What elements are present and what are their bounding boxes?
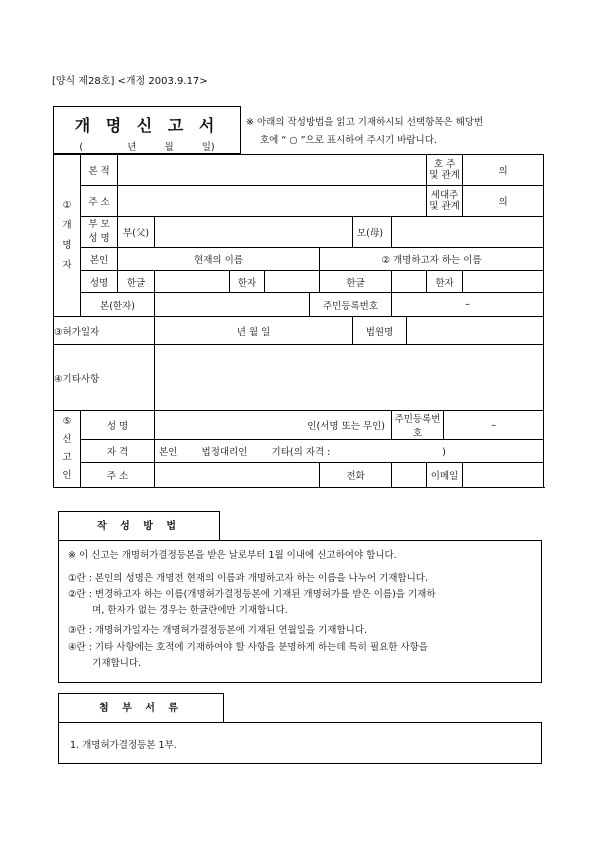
form-number: [양식 제28호] <개정 2003.9.17> xyxy=(52,76,208,87)
reporter-jumin-label: 주민등록번호 xyxy=(392,411,444,440)
court-field[interactable] xyxy=(407,317,544,345)
instructions-heading: 작 성 방 법 xyxy=(58,511,220,541)
current-name-label: 현재의 이름 xyxy=(118,248,320,271)
new-hanja-label: 한자 xyxy=(427,271,463,293)
instruction-item: ③란 : 개명허가일자는 개명허가결정등본에 기재된 연월일을 기재합니다. xyxy=(68,625,367,636)
bon-label: 본(한자) xyxy=(81,293,155,317)
self-label: 본인 xyxy=(81,248,118,271)
attachments-heading: 첨 부 서 류 xyxy=(58,693,224,723)
hangul-label: 한글 xyxy=(118,271,155,293)
mother-label: 모(母) xyxy=(353,217,392,248)
report-form-table xyxy=(53,154,544,488)
reporter-address-field[interactable] xyxy=(155,463,320,488)
email-label: 이메일 xyxy=(427,463,463,488)
email-field[interactable] xyxy=(463,463,544,488)
address-label: 주 소 xyxy=(81,186,118,217)
reporter-name-label: 성 명 xyxy=(81,411,155,440)
new-hangul-label: 한글 xyxy=(320,271,392,293)
current-hanja-field[interactable] xyxy=(265,271,320,293)
title-box xyxy=(53,106,241,154)
new-hanja-field[interactable] xyxy=(463,271,544,293)
hoju-relation-label: 호 주 및 관계 xyxy=(427,155,463,186)
top-note-line2: 호에 “ ○ ”으로 표시하여 주시기 바랍니다. xyxy=(260,135,437,146)
bon-field[interactable] xyxy=(155,293,310,317)
top-note-line1: ※ 아래의 작성방법을 읽고 기재하시되 선택항목은 해당번 xyxy=(246,117,484,128)
other-label: ④기타사항 xyxy=(54,345,155,411)
title-date xyxy=(54,139,240,153)
instruction-item: ②란 : 변경하고자 하는 이름(개명허가결정등본에 기재된 개명허가를 받은 이름)을 기재하 xyxy=(68,589,436,600)
date-month: 월 xyxy=(164,142,174,153)
bonjeok-label: 본 적 xyxy=(81,155,118,186)
qualification-label: 자 격 xyxy=(81,440,155,463)
date-year: 년 xyxy=(127,142,137,153)
instructions-box xyxy=(58,540,542,683)
form-title: 개 명 신 고 서 xyxy=(74,116,220,135)
jumin-field[interactable]: – xyxy=(392,293,544,317)
father-field[interactable] xyxy=(155,217,353,248)
other-field[interactable] xyxy=(155,345,544,411)
bonjeok-field[interactable] xyxy=(118,155,427,186)
sedaeju-ui[interactable]: 의 xyxy=(463,186,544,217)
mother-field[interactable] xyxy=(392,217,544,248)
address-field[interactable] xyxy=(118,186,427,217)
instruction-item: ④란 : 기타 사항에는 호적에 기재하여야 할 사항을 분명하게 하는데 특히 필요한 사항을 xyxy=(68,642,428,653)
father-label: 부(父) xyxy=(118,217,155,248)
current-hangul-field[interactable] xyxy=(155,271,230,293)
instruction-item: ①란 : 본인의 성명은 개명전 현재의 이름과 개명하고자 하는 이름을 나누어 기재합니다. xyxy=(68,573,428,584)
sedaeju-relation-label: 세대주 및 관계 xyxy=(427,186,463,217)
qualification-field[interactable]: 본인 법정대리인 기타(의 자격 : ) xyxy=(155,440,544,463)
date-day: 일) xyxy=(201,142,215,153)
date-open: ( xyxy=(79,142,84,153)
section1-label: ① 개 명 자 xyxy=(54,155,81,317)
new-name-label: ② 개명하고자 하는 이름 xyxy=(320,248,544,271)
new-hangul-field[interactable] xyxy=(392,271,427,293)
court-label: 법원명 xyxy=(353,317,407,345)
instruction-item: 기재합니다. xyxy=(68,658,142,669)
jumin-label: 주민등록번호 xyxy=(310,293,392,317)
permit-date-label: ③허가일자 xyxy=(54,317,155,345)
phone-field[interactable] xyxy=(392,463,427,488)
attachment-item: 1. 개명허가결정등본 1부. xyxy=(70,740,177,751)
reporter-jumin-field[interactable]: – xyxy=(444,411,544,440)
top-note xyxy=(246,114,542,150)
permit-date-field[interactable]: 년 월 일 xyxy=(155,317,353,345)
instruction-item: ※ 이 신고는 개명허가결정등본을 받은 날로부터 1월 이내에 신고하여야 합니다. xyxy=(68,550,397,561)
hoju-ui[interactable]: 의 xyxy=(463,155,544,186)
section5-label: ⑤ 신 고 인 xyxy=(54,411,81,488)
hanja-label: 한자 xyxy=(230,271,265,293)
parents-label: 부 모 성 명 xyxy=(81,217,118,248)
attachments-box xyxy=(58,722,542,764)
instruction-item: 며, 한자가 없는 경우는 한글란에만 기재합니다. xyxy=(68,605,288,616)
phone-label: 전화 xyxy=(320,463,392,488)
reporter-address-label: 주 소 xyxy=(81,463,155,488)
name-label: 성명 xyxy=(81,271,118,293)
reporter-signature[interactable]: 인(서명 또는 무인) xyxy=(155,411,392,440)
